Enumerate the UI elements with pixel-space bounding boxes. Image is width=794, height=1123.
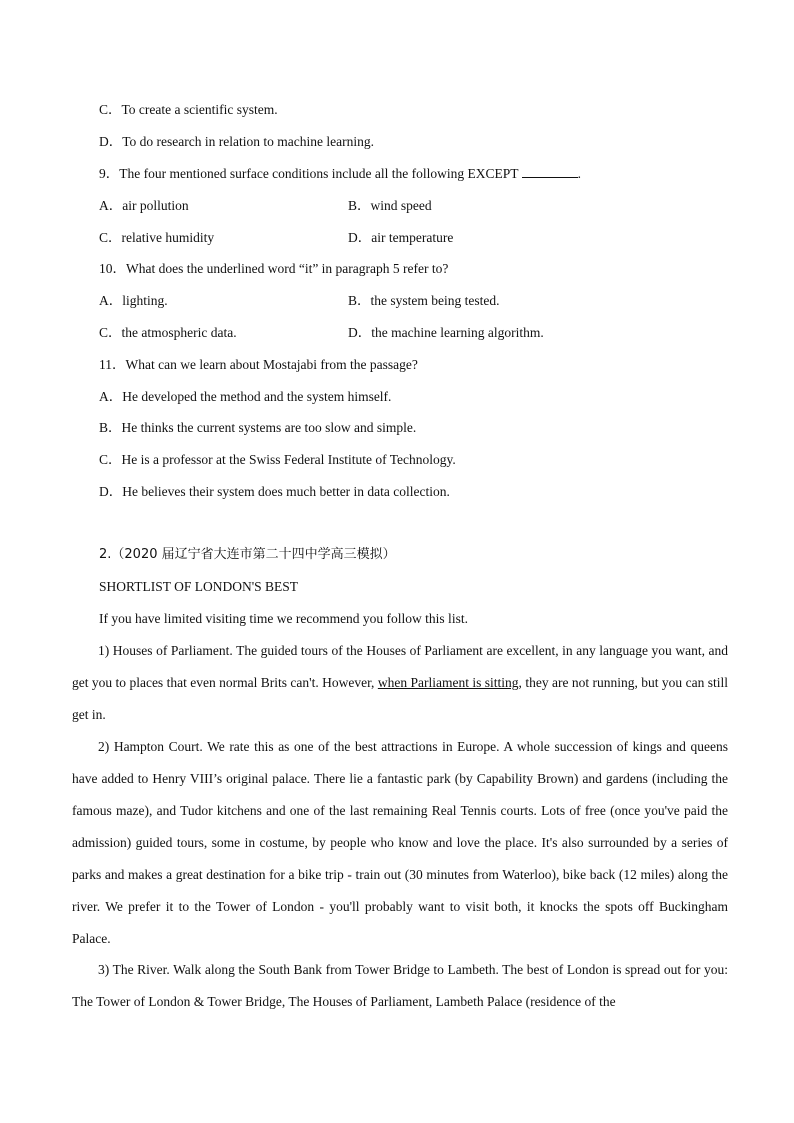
q9-stem	[99, 165, 581, 183]
q11-option-c: C．He is a professor at the Swiss Federal Institute of Technology.	[99, 452, 456, 467]
passage-intro: If you have limited visiting time we recommend you follow this list.	[99, 611, 468, 626]
underlined-phrase: when Parliament is sitting	[377, 675, 519, 690]
item1-text-after: , they are not running, but you can still get in.	[72, 675, 728, 722]
paragraph-item-3	[72, 954, 728, 1018]
q10-option-b: B．the system being tested.	[348, 293, 500, 308]
item2-text: 2) Hampton Court. We rate this as one of the best attractions in Europe. A whole succession of kings and queens have added to Henry VIII’s original palace. There lie a fantastic park (by Capability Brown) and gardens (including the famous maze), and Tudor kitchens and one of the last remaining Real Tennis courts. Lots of free (once you've paid the admission) guided tours, some in costume, by people who know and love the place. It's also surrounded by a series of parks and makes a great destination for a bike trip - train out (30 minutes from Waterloo), bike back (12 miles) along the river. We prefer it to the Tower of London - you'll probably want to visit both, it knocks the spots off Buckingham Palace.	[72, 739, 728, 946]
passage-source: 2.（2020 届辽宁省大连市第二十四中学高三模拟）	[99, 547, 396, 562]
q11-option-b: B．He thinks the current systems are too slow and simple.	[99, 420, 417, 435]
q9-stem-text: 9．The four mentioned surface conditions include all the following EXCEPT	[99, 166, 519, 181]
paragraph-item-1	[72, 635, 728, 731]
q8-option-d: D．To do research in relation to machine learning.	[99, 134, 374, 149]
item1-text-before: 1) Houses of Parliament. The guided tours of the Houses of Parliament are excellent, in any language you want, and get you to places that even normal Brits can't. However,	[72, 643, 728, 690]
q10-option-a: A．lighting.	[99, 293, 168, 308]
item3-text: 3) The River. Walk along the South Bank from Tower Bridge to Lambeth. The best of London is spread out for you: The Tower of London & Tower Bridge, The Houses of Parliament, Lambeth Palace (residence of the	[72, 962, 728, 1009]
q9-option-c: C．relative humidity	[99, 230, 215, 245]
q9-option-a: A．air pollution	[99, 198, 189, 213]
q9-stem-tail: .	[577, 166, 582, 181]
q9-option-d: D．air temperature	[348, 230, 454, 245]
q11-stem: 11．What can we learn about Mostajabi from the passage?	[99, 357, 418, 372]
q10-option-d: D．the machine learning algorithm.	[348, 325, 544, 340]
answer-blank	[522, 165, 578, 178]
q10-option-c: C．the atmospheric data.	[99, 325, 237, 340]
q9-option-b: B．wind speed	[348, 198, 432, 213]
paragraph-item-2	[72, 731, 728, 955]
q8-option-c: C．To create a scientific system.	[99, 102, 278, 117]
q11-option-a: A．He developed the method and the system himself.	[99, 389, 392, 404]
q10-stem: 10．What does the underlined word “it” in paragraph 5 refer to?	[99, 261, 449, 276]
q11-option-d: D．He believes their system does much better in data collection.	[99, 484, 450, 499]
passage-title: SHORTLIST OF LONDON'S BEST	[99, 579, 299, 594]
